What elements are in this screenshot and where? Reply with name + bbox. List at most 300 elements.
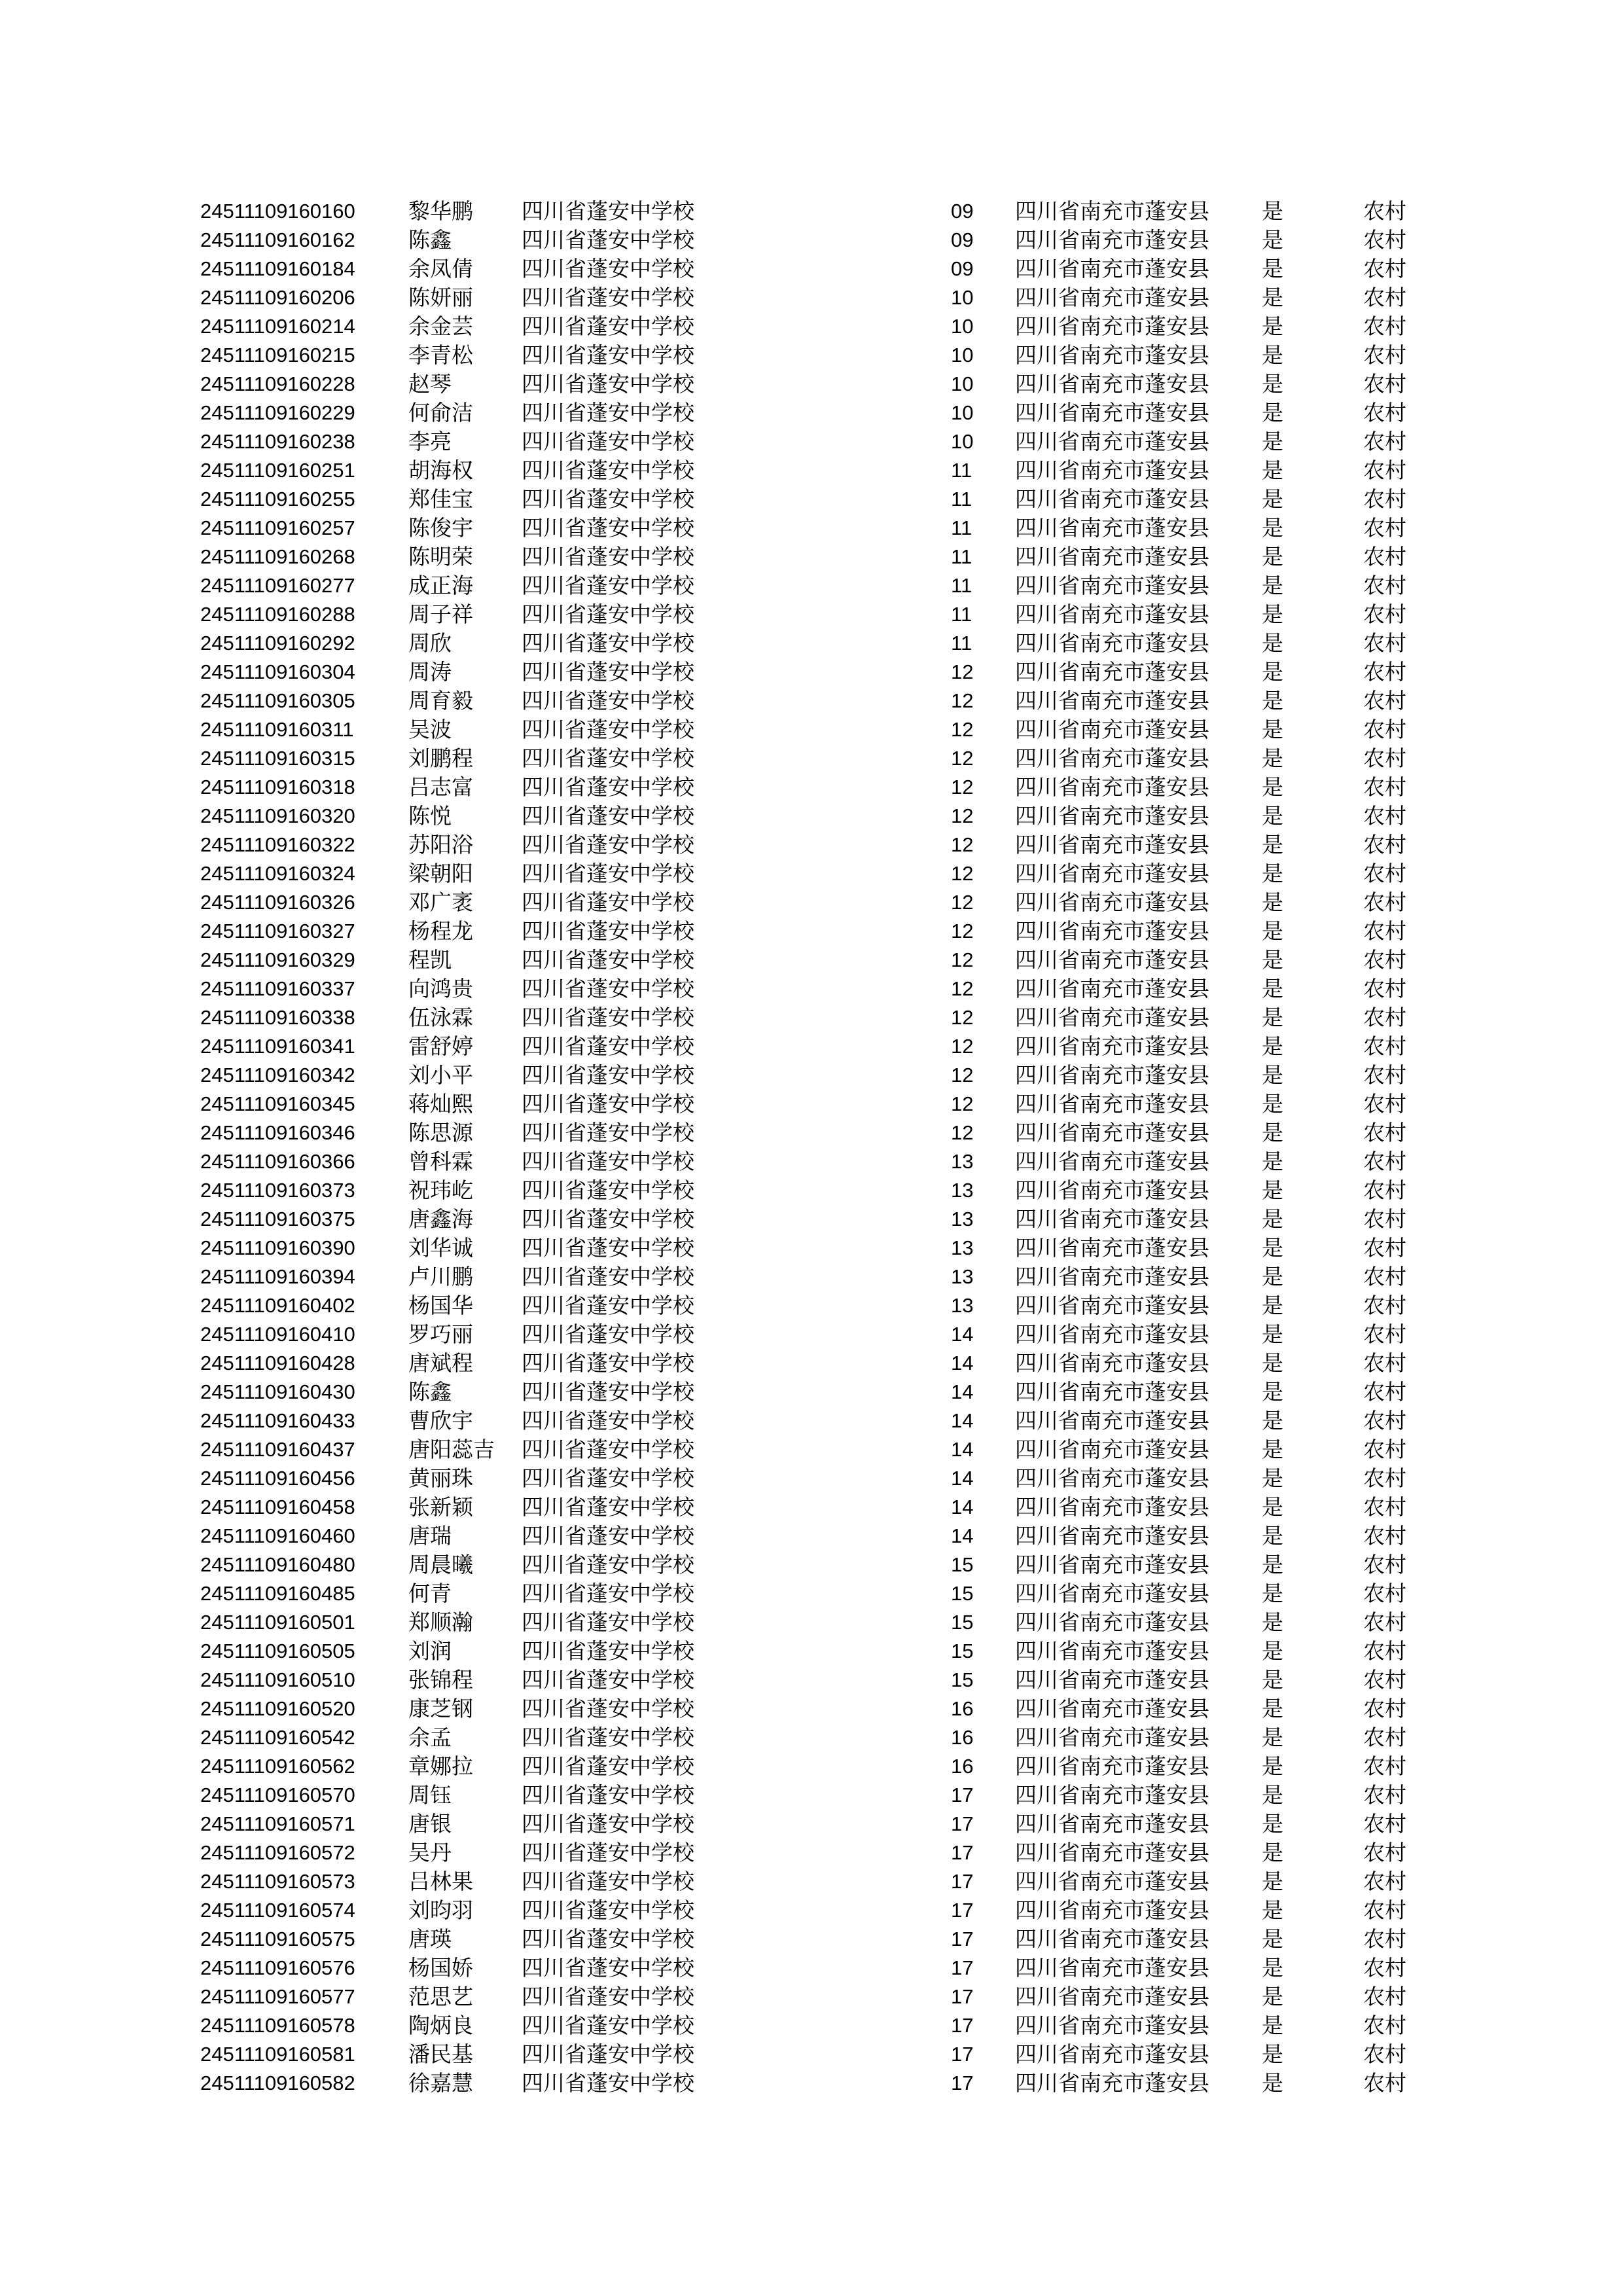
school-cell: 四川省蓬安中学校 (522, 1955, 694, 1981)
student-id-cell: 24511109160214 (200, 315, 355, 338)
region-cell: 四川省南充市蓬安县 (1015, 659, 1209, 685)
class-cell: 12 (951, 1092, 974, 1115)
flag-cell: 是 (1262, 1869, 1283, 1894)
region-cell: 四川省南充市蓬安县 (1015, 1465, 1209, 1491)
table-row (200, 1579, 1431, 1608)
student-name-cell: 郑佳宝 (408, 486, 473, 512)
class-cell: 12 (951, 1064, 974, 1086)
flag-cell: 是 (1262, 314, 1283, 339)
class-cell: 14 (951, 1438, 974, 1461)
residence-type-cell: 农村 (1363, 1350, 1406, 1376)
residence-type-cell: 农村 (1363, 2013, 1406, 2038)
region-cell: 四川省南充市蓬安县 (1015, 1005, 1209, 1030)
student-name-cell: 唐瑛 (408, 1926, 452, 1952)
region-cell: 四川省南充市蓬安县 (1015, 717, 1209, 742)
table-row (200, 1608, 1431, 1637)
region-cell: 四川省南充市蓬安县 (1015, 976, 1209, 1001)
residence-type-cell: 农村 (1363, 1552, 1406, 1577)
table-row (200, 1666, 1431, 1695)
class-cell: 12 (951, 977, 974, 1000)
residence-type-cell: 农村 (1363, 1869, 1406, 1894)
residence-type-cell: 农村 (1363, 659, 1406, 685)
region-cell: 四川省南充市蓬安县 (1015, 1926, 1209, 1952)
table-row (200, 1810, 1431, 1839)
region-cell: 四川省南充市蓬安县 (1015, 889, 1209, 915)
flag-cell: 是 (1262, 2041, 1283, 2067)
student-id-cell: 24511109160577 (200, 1985, 355, 2008)
residence-type-cell: 农村 (1363, 1494, 1406, 1520)
school-cell: 四川省蓬安中学校 (522, 2070, 694, 2096)
region-cell: 四川省南充市蓬安县 (1015, 1840, 1209, 1865)
student-name-cell: 吴波 (408, 717, 452, 742)
school-cell: 四川省蓬安中学校 (522, 1350, 694, 1376)
class-cell: 10 (951, 401, 974, 424)
student-name-cell: 曾科霖 (408, 1149, 473, 1174)
region-cell: 四川省南充市蓬安县 (1015, 832, 1209, 857)
student-name-cell: 成正海 (408, 573, 473, 598)
flag-cell: 是 (1262, 1120, 1283, 1145)
school-cell: 四川省蓬安中学校 (522, 2041, 694, 2067)
residence-type-cell: 农村 (1363, 861, 1406, 886)
student-name-cell: 唐瑞 (408, 1523, 452, 1549)
residence-type-cell: 农村 (1363, 457, 1406, 483)
student-id-cell: 24511109160373 (200, 1179, 355, 1202)
student-name-cell: 余凤倩 (408, 256, 473, 281)
student-id-cell: 24511109160238 (200, 430, 355, 453)
school-cell: 四川省蓬安中学校 (522, 861, 694, 886)
class-cell: 12 (951, 804, 974, 827)
class-cell: 17 (951, 1784, 974, 1806)
school-cell: 四川省蓬安中学校 (522, 1753, 694, 1779)
region-cell: 四川省南充市蓬安县 (1015, 1120, 1209, 1145)
region-cell: 四川省南充市蓬安县 (1015, 1667, 1209, 1693)
region-cell: 四川省南充市蓬安县 (1015, 457, 1209, 483)
school-cell: 四川省蓬安中学校 (522, 1523, 694, 1549)
student-name-cell: 章娜拉 (408, 1753, 473, 1779)
class-cell: 17 (951, 1899, 974, 1922)
residence-type-cell: 农村 (1363, 1321, 1406, 1347)
school-cell: 四川省蓬安中学校 (522, 1437, 694, 1462)
region-cell: 四川省南充市蓬安县 (1015, 630, 1209, 656)
region-cell: 四川省南充市蓬安县 (1015, 688, 1209, 713)
region-cell: 四川省南充市蓬安县 (1015, 2041, 1209, 2067)
region-cell: 四川省南充市蓬安县 (1015, 1293, 1209, 1318)
student-id-cell: 24511109160581 (200, 2043, 355, 2066)
school-cell: 四川省蓬安中学校 (522, 918, 694, 944)
student-name-cell: 刘润 (408, 1638, 452, 1664)
table-row (200, 2069, 1431, 2098)
school-cell: 四川省蓬安中学校 (522, 717, 694, 742)
flag-cell: 是 (1262, 601, 1283, 627)
student-id-cell: 24511109160341 (200, 1035, 355, 1058)
region-cell: 四川省南充市蓬安县 (1015, 1869, 1209, 1894)
residence-type-cell: 农村 (1363, 227, 1406, 253)
residence-type-cell: 农村 (1363, 1609, 1406, 1635)
flag-cell: 是 (1262, 947, 1283, 973)
flag-cell: 是 (1262, 1264, 1283, 1289)
region-cell: 四川省南充市蓬安县 (1015, 544, 1209, 569)
school-cell: 四川省蓬安中学校 (522, 1869, 694, 1894)
residence-type-cell: 农村 (1363, 515, 1406, 541)
class-cell: 13 (951, 1150, 974, 1173)
residence-type-cell: 农村 (1363, 918, 1406, 944)
school-cell: 四川省蓬安中学校 (522, 601, 694, 627)
flag-cell: 是 (1262, 976, 1283, 1001)
table-row (200, 1781, 1431, 1810)
class-cell: 12 (951, 833, 974, 856)
flag-cell: 是 (1262, 486, 1283, 512)
student-id-cell: 24511109160229 (200, 401, 355, 424)
table-row (200, 197, 1431, 226)
student-id-cell: 24511109160315 (200, 747, 355, 770)
student-id-cell: 24511109160366 (200, 1150, 355, 1173)
student-id-cell: 24511109160268 (200, 545, 355, 568)
student-id-cell: 24511109160505 (200, 1640, 355, 1662)
residence-type-cell: 农村 (1363, 1926, 1406, 1952)
school-cell: 四川省蓬安中学校 (522, 659, 694, 685)
residence-type-cell: 农村 (1363, 371, 1406, 397)
residence-type-cell: 农村 (1363, 774, 1406, 800)
region-cell: 四川省南充市蓬安县 (1015, 1091, 1209, 1117)
residence-type-cell: 农村 (1363, 1667, 1406, 1693)
school-cell: 四川省蓬安中学校 (522, 2013, 694, 2038)
flag-cell: 是 (1262, 1062, 1283, 1088)
flag-cell: 是 (1262, 1033, 1283, 1059)
residence-type-cell: 农村 (1363, 889, 1406, 915)
school-cell: 四川省蓬安中学校 (522, 400, 694, 425)
table-row (200, 456, 1431, 485)
school-cell: 四川省蓬安中学校 (522, 1811, 694, 1837)
table-row (200, 1867, 1431, 1896)
class-cell: 12 (951, 718, 974, 741)
class-cell: 14 (951, 1380, 974, 1403)
residence-type-cell: 农村 (1363, 544, 1406, 569)
student-id-cell: 24511109160324 (200, 862, 355, 885)
residence-type-cell: 农村 (1363, 1005, 1406, 1030)
student-id-cell: 24511109160542 (200, 1726, 355, 1749)
student-name-cell: 周欣 (408, 630, 452, 656)
region-cell: 四川省南充市蓬安县 (1015, 429, 1209, 454)
flag-cell: 是 (1262, 285, 1283, 310)
table-row (200, 571, 1431, 600)
student-id-cell: 24511109160570 (200, 1784, 355, 1806)
region-cell: 四川省南充市蓬安县 (1015, 1177, 1209, 1203)
region-cell: 四川省南充市蓬安县 (1015, 918, 1209, 944)
class-cell: 11 (951, 603, 972, 626)
residence-type-cell: 农村 (1363, 1523, 1406, 1549)
flag-cell: 是 (1262, 861, 1283, 886)
residence-type-cell: 农村 (1363, 429, 1406, 454)
table-row (200, 255, 1431, 283)
school-cell: 四川省蓬安中学校 (522, 1840, 694, 1865)
student-id-cell: 24511109160346 (200, 1121, 355, 1144)
school-cell: 四川省蓬安中学校 (522, 1494, 694, 1520)
student-id-cell: 24511109160576 (200, 1956, 355, 1979)
student-id-cell: 24511109160460 (200, 1524, 355, 1547)
class-cell: 12 (951, 689, 974, 712)
flag-cell: 是 (1262, 1005, 1283, 1030)
flag-cell: 是 (1262, 1408, 1283, 1433)
class-cell: 12 (951, 862, 974, 885)
class-cell: 11 (951, 574, 972, 597)
residence-type-cell: 农村 (1363, 1955, 1406, 1981)
school-cell: 四川省蓬安中学校 (522, 1782, 694, 1808)
flag-cell: 是 (1262, 544, 1283, 569)
school-cell: 四川省蓬安中学校 (522, 1177, 694, 1203)
region-cell: 四川省南充市蓬安县 (1015, 1494, 1209, 1520)
class-cell: 12 (951, 1121, 974, 1144)
student-list-table (200, 197, 1431, 2098)
school-cell: 四川省蓬安中学校 (522, 1725, 694, 1750)
table-row (200, 226, 1431, 255)
region-cell: 四川省南充市蓬安县 (1015, 400, 1209, 425)
student-name-cell: 陶炳良 (408, 2013, 473, 2038)
table-row (200, 370, 1431, 399)
school-cell: 四川省蓬安中学校 (522, 342, 694, 368)
region-cell: 四川省南充市蓬安县 (1015, 1811, 1209, 1837)
table-row (200, 1263, 1431, 1291)
residence-type-cell: 农村 (1363, 1206, 1406, 1232)
class-cell: 12 (951, 660, 974, 683)
table-row (200, 514, 1431, 543)
residence-type-cell: 农村 (1363, 2041, 1406, 2067)
table-row (200, 485, 1431, 514)
region-cell: 四川省南充市蓬安县 (1015, 1235, 1209, 1261)
student-id-cell: 24511109160575 (200, 1928, 355, 1950)
flag-cell: 是 (1262, 573, 1283, 598)
flag-cell: 是 (1262, 1609, 1283, 1635)
table-row (200, 341, 1431, 370)
residence-type-cell: 农村 (1363, 1581, 1406, 1606)
class-cell: 13 (951, 1236, 974, 1259)
class-cell: 09 (951, 257, 974, 280)
table-row (200, 802, 1431, 831)
school-cell: 四川省蓬安中学校 (522, 1581, 694, 1606)
class-cell: 10 (951, 372, 974, 395)
school-cell: 四川省蓬安中学校 (522, 1667, 694, 1693)
region-cell: 四川省南充市蓬安县 (1015, 285, 1209, 310)
class-cell: 14 (951, 1323, 974, 1346)
school-cell: 四川省蓬安中学校 (522, 832, 694, 857)
table-row (200, 658, 1431, 687)
table-row (200, 427, 1431, 456)
student-id-cell: 24511109160257 (200, 516, 355, 539)
region-cell: 四川省南充市蓬安县 (1015, 1609, 1209, 1635)
flag-cell: 是 (1262, 1782, 1283, 1808)
student-id-cell: 24511109160327 (200, 920, 355, 942)
residence-type-cell: 农村 (1363, 1725, 1406, 1750)
school-cell: 四川省蓬安中学校 (522, 1062, 694, 1088)
flag-cell: 是 (1262, 1091, 1283, 1117)
table-row (200, 1291, 1431, 1320)
student-id-cell: 24511109160375 (200, 1208, 355, 1230)
student-name-cell: 徐嘉慧 (408, 2070, 473, 2096)
school-cell: 四川省蓬安中学校 (522, 1091, 694, 1117)
student-id-cell: 24511109160394 (200, 1265, 355, 1288)
flag-cell: 是 (1262, 2013, 1283, 2038)
class-cell: 10 (951, 286, 974, 309)
residence-type-cell: 农村 (1363, 601, 1406, 627)
table-row (200, 2011, 1431, 2040)
school-cell: 四川省蓬安中学校 (522, 1926, 694, 1952)
table-row (200, 1982, 1431, 2011)
school-cell: 四川省蓬安中学校 (522, 1984, 694, 2009)
flag-cell: 是 (1262, 1206, 1283, 1232)
flag-cell: 是 (1262, 227, 1283, 253)
region-cell: 四川省南充市蓬安县 (1015, 745, 1209, 771)
student-id-cell: 24511109160410 (200, 1323, 355, 1346)
school-cell: 四川省蓬安中学校 (522, 1552, 694, 1577)
school-cell: 四川省蓬安中学校 (522, 774, 694, 800)
class-cell: 10 (951, 315, 974, 338)
school-cell: 四川省蓬安中学校 (522, 429, 694, 454)
flag-cell: 是 (1262, 515, 1283, 541)
region-cell: 四川省南充市蓬安县 (1015, 198, 1209, 224)
school-cell: 四川省蓬安中学校 (522, 256, 694, 281)
student-name-cell: 杨国华 (408, 1293, 473, 1318)
student-name-cell: 潘民基 (408, 2041, 473, 2067)
school-cell: 四川省蓬安中学校 (522, 573, 694, 598)
class-cell: 17 (951, 2072, 974, 2094)
table-row (200, 1090, 1431, 1119)
region-cell: 四川省南充市蓬安县 (1015, 1696, 1209, 1721)
flag-cell: 是 (1262, 1235, 1283, 1261)
school-cell: 四川省蓬安中学校 (522, 227, 694, 253)
flag-cell: 是 (1262, 1437, 1283, 1462)
region-cell: 四川省南充市蓬安县 (1015, 1062, 1209, 1088)
class-cell: 17 (951, 2014, 974, 2037)
student-name-cell: 李亮 (408, 429, 452, 454)
table-row (200, 1205, 1431, 1234)
class-cell: 17 (951, 1985, 974, 2008)
student-name-cell: 邓广袤 (408, 889, 473, 915)
student-name-cell: 何俞洁 (408, 400, 473, 425)
flag-cell: 是 (1262, 1840, 1283, 1865)
flag-cell: 是 (1262, 918, 1283, 944)
student-name-cell: 陈明荣 (408, 544, 473, 569)
region-cell: 四川省南充市蓬安县 (1015, 1321, 1209, 1347)
student-name-cell: 唐银 (408, 1811, 452, 1837)
school-cell: 四川省蓬安中学校 (522, 371, 694, 397)
student-id-cell: 24511109160501 (200, 1611, 355, 1634)
class-cell: 11 (951, 459, 972, 482)
class-cell: 13 (951, 1208, 974, 1230)
class-cell: 11 (951, 488, 972, 511)
residence-type-cell: 农村 (1363, 1149, 1406, 1174)
class-cell: 15 (951, 1611, 974, 1634)
region-cell: 四川省南充市蓬安县 (1015, 1782, 1209, 1808)
table-row (200, 1407, 1431, 1435)
region-cell: 四川省南充市蓬安县 (1015, 314, 1209, 339)
student-name-cell: 刘鹏程 (408, 745, 473, 771)
region-cell: 四川省南充市蓬安县 (1015, 1264, 1209, 1289)
table-row (200, 2040, 1431, 2069)
table-row (200, 1320, 1431, 1349)
flag-cell: 是 (1262, 688, 1283, 713)
student-id-cell: 24511109160578 (200, 2014, 355, 2037)
table-row (200, 399, 1431, 427)
region-cell: 四川省南充市蓬安县 (1015, 803, 1209, 829)
student-name-cell: 陈思源 (408, 1120, 473, 1145)
residence-type-cell: 农村 (1363, 1782, 1406, 1808)
student-name-cell: 吴丹 (408, 1840, 452, 1865)
student-name-cell: 向鸿贵 (408, 976, 473, 1001)
region-cell: 四川省南充市蓬安县 (1015, 774, 1209, 800)
student-name-cell: 张锦程 (408, 1667, 473, 1693)
student-name-cell: 周晨曦 (408, 1552, 473, 1577)
student-id-cell: 24511109160326 (200, 891, 355, 914)
student-id-cell: 24511109160318 (200, 776, 355, 798)
student-name-cell: 余孟 (408, 1725, 452, 1750)
flag-cell: 是 (1262, 400, 1283, 425)
school-cell: 四川省蓬安中学校 (522, 1408, 694, 1433)
student-name-cell: 唐鑫海 (408, 1206, 473, 1232)
region-cell: 四川省南充市蓬安县 (1015, 256, 1209, 281)
class-cell: 14 (951, 1467, 974, 1490)
table-row (200, 1119, 1431, 1147)
student-name-cell: 蒋灿熙 (408, 1091, 473, 1117)
student-id-cell: 24511109160480 (200, 1553, 355, 1576)
region-cell: 四川省南充市蓬安县 (1015, 227, 1209, 253)
student-name-cell: 杨国娇 (408, 1955, 473, 1981)
flag-cell: 是 (1262, 717, 1283, 742)
school-cell: 四川省蓬安中学校 (522, 1149, 694, 1174)
table-row (200, 1147, 1431, 1176)
student-id-cell: 24511109160304 (200, 660, 355, 683)
class-cell: 11 (951, 632, 972, 655)
residence-type-cell: 农村 (1363, 1696, 1406, 1721)
residence-type-cell: 农村 (1363, 717, 1406, 742)
region-cell: 四川省南充市蓬安县 (1015, 1379, 1209, 1405)
flag-cell: 是 (1262, 1638, 1283, 1664)
flag-cell: 是 (1262, 457, 1283, 483)
residence-type-cell: 农村 (1363, 803, 1406, 829)
class-cell: 11 (951, 545, 972, 568)
school-cell: 四川省蓬安中学校 (522, 486, 694, 512)
residence-type-cell: 农村 (1363, 1379, 1406, 1405)
student-id-cell: 24511109160228 (200, 372, 355, 395)
class-cell: 15 (951, 1668, 974, 1691)
flag-cell: 是 (1262, 1811, 1283, 1837)
flag-cell: 是 (1262, 659, 1283, 685)
school-cell: 四川省蓬安中学校 (522, 1293, 694, 1318)
region-cell: 四川省南充市蓬安县 (1015, 1581, 1209, 1606)
residence-type-cell: 农村 (1363, 1033, 1406, 1059)
table-row (200, 1896, 1431, 1925)
student-id-cell: 24511109160184 (200, 257, 355, 280)
student-name-cell: 苏阳浴 (408, 832, 473, 857)
flag-cell: 是 (1262, 1321, 1283, 1347)
school-cell: 四川省蓬安中学校 (522, 745, 694, 771)
table-row (200, 687, 1431, 715)
class-cell: 17 (951, 1928, 974, 1950)
region-cell: 四川省南充市蓬安县 (1015, 1552, 1209, 1577)
student-name-cell: 卢川鹏 (408, 1264, 473, 1289)
student-id-cell: 24511109160510 (200, 1668, 355, 1691)
class-cell: 14 (951, 1496, 974, 1518)
flag-cell: 是 (1262, 1926, 1283, 1952)
student-id-cell: 24511109160251 (200, 459, 355, 482)
class-cell: 12 (951, 920, 974, 942)
flag-cell: 是 (1262, 1897, 1283, 1923)
table-row (200, 1723, 1431, 1752)
student-name-cell: 张新颖 (408, 1494, 473, 1520)
region-cell: 四川省南充市蓬安县 (1015, 342, 1209, 368)
table-row (200, 831, 1431, 859)
student-name-cell: 刘华诚 (408, 1235, 473, 1261)
flag-cell: 是 (1262, 803, 1283, 829)
class-cell: 13 (951, 1294, 974, 1317)
